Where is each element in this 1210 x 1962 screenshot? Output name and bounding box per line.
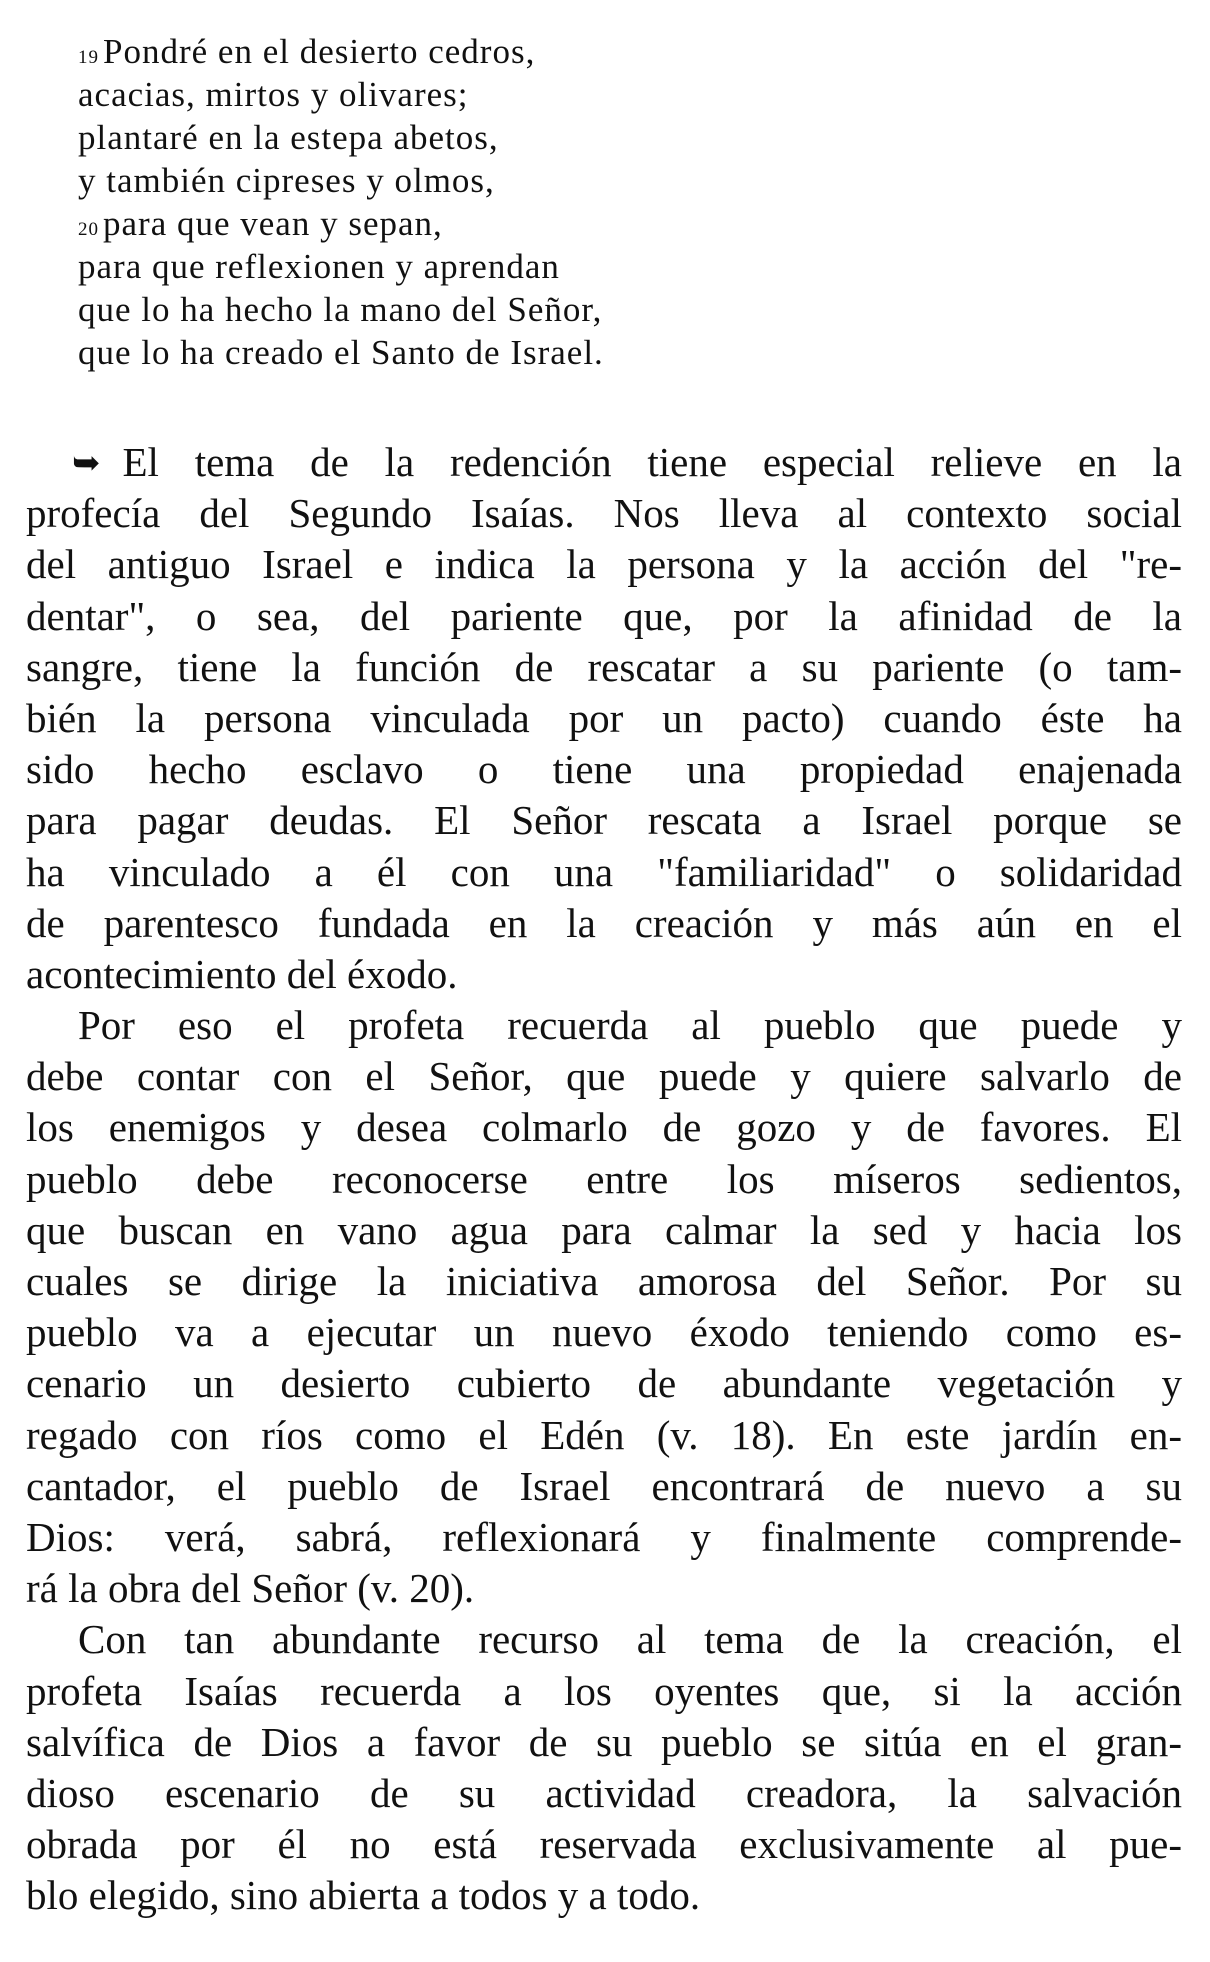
text-line: sangre, tiene la función de rescatar a su pariente (o tam- [26,643,1182,690]
commentary [26,437,1182,1921]
poem-line-text: acacias, mirtos y olivares; [78,75,469,114]
poem-line-text: que lo ha creado el Santo de Israel. [78,333,604,372]
text-line: rá la obra del Señor (v. 20). [26,1565,475,1612]
verse-number: 20 [78,219,99,240]
text-line: cenario un desierto cubierto de abundante vegetación y [26,1360,1182,1407]
text-line: los enemigos y desea colmarlo de gozo y de favores. El [26,1104,1182,1151]
text-line: sido hecho esclavo o tiene una propiedad enajenada [26,746,1182,793]
text-line: pueblo va a ejecutar un nuevo éxodo teniendo como es- [26,1309,1182,1356]
text-line: cuales se dirige la iniciativa amorosa del Señor. Por su [26,1258,1182,1304]
poem-line-text: para que vean y sepan, [103,204,443,243]
poem-line [78,202,604,245]
text-line: profecía del Segundo Isaías. Nos lleva al contexto social [26,490,1182,537]
arrow-right-icon: ➥ [72,445,101,482]
text-line: blo elegido, sino abierta a todos y a todo. [26,1872,701,1919]
poem-line-text: y también cipreses y olmos, [78,161,495,200]
text-line: cantador, el pueblo de Israel encontrará de nuevo a su [26,1462,1182,1509]
poem-line [78,116,604,159]
text-line [26,437,1182,488]
poem-line [78,73,604,116]
text-line: Por eso el profeta recuerda al pueblo que puede y [78,1002,1182,1049]
poem-line-text: para que reflexionen y aprendan [78,247,560,286]
poem-line-text: que lo ha hecho la mano del Señor, [78,290,603,329]
verse-number: 19 [78,47,99,68]
poem-line [78,159,604,202]
text-line: pueblo debe reconocerse entre los míseros sedientos, [26,1155,1182,1202]
text-line: Con tan abundante recurso al tema de la creación, el [78,1616,1182,1663]
poem-line [78,245,604,288]
text-line: de parentesco fundada en la creación y más aún en el [26,899,1182,946]
poem-line [78,288,604,331]
text-line-content: El tema de la redención tiene especial relieve en la [122,439,1182,485]
text-line: dioso escenario de su actividad creadora, la salvación [26,1769,1182,1816]
text-line: del antiguo Israel e indica la persona y la acción del "re- [26,541,1182,588]
text-line: bién la persona vinculada por un pacto) cuando éste ha [26,694,1182,741]
text-line: ha vinculado a él con una "familiaridad" o solidaridad [26,848,1182,895]
text-line: dentar", o sea, del pariente que, por la afinidad de la [26,592,1182,639]
poem-line [78,30,604,73]
poem-line [78,331,604,374]
text-line: regado con ríos como el Edén (v. 18). En este jardín en- [26,1411,1182,1458]
text-line: obrada por él no está reservada exclusivamente al pue- [26,1821,1182,1868]
text-line: Dios: verá, sabrá, reflexionará y finalmente comprende- [26,1513,1182,1560]
text-line: para pagar deudas. El Señor rescata a Israel porque se [26,797,1182,844]
text-line: acontecimiento del éxodo. [26,950,458,997]
text-line: salvífica de Dios a favor de su pueblo se sitúa en el gran- [26,1718,1182,1765]
text-line: profeta Isaías recuerda a los oyentes que, si la acción [26,1667,1182,1714]
text-line: debe contar con el Señor, que puede y quiere salvarlo de [26,1053,1182,1100]
poem-line-text: plantaré en la estepa abetos, [78,118,499,157]
text-line: que buscan en vano agua para calmar la sed y hacia los [26,1206,1182,1253]
poem-block [78,30,604,374]
poem-line-text: Pondré en el desierto cedros, [103,32,536,71]
